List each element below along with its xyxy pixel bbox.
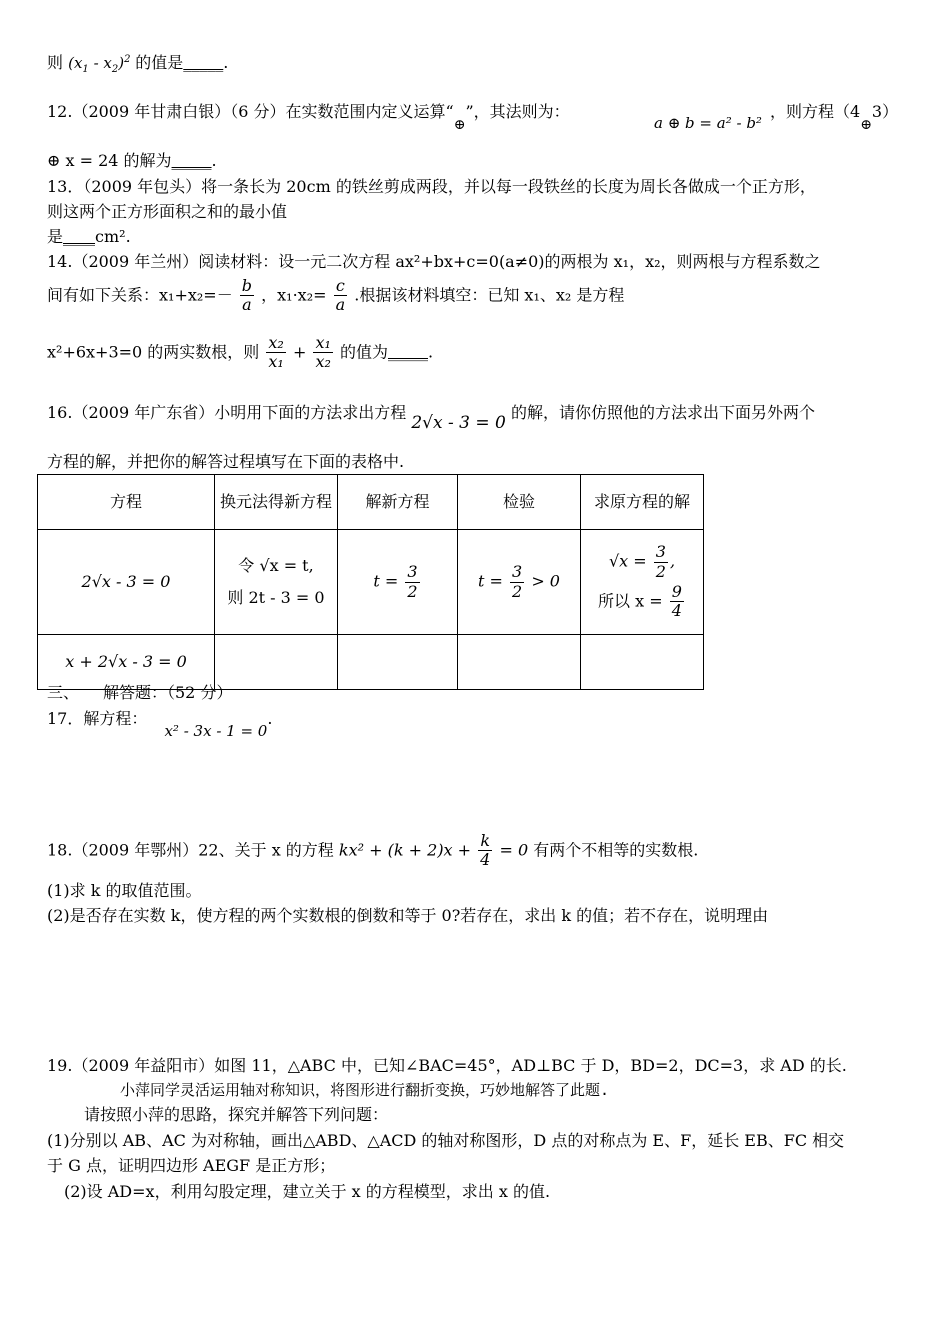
equation: 2√x - 3 = 0 <box>411 413 506 433</box>
question-14-line3: x²+6x+3=0 的两实数根，则 $\frac{\text{x₂}}{\text{x₁}}$ + $\frac{\text{x₁}}{\text{x₂}}$ 的值为_____. <box>47 333 434 372</box>
question-14-line2: 间有如下关系：x₁+x₂=－ $\frac{b}{a}$ ，x₁·x₂= $\frac{c}{a}$ .根据该材料填空：已知 x₁、x₂ 是方程 <box>47 276 625 315</box>
question-16-line2: 方程的解，并把你的解答过程填写在下面的表格中. <box>47 452 405 471</box>
question-12-line1: 12.（2009 年甘肃白银）（6 分）在实数范围内定义运算“⊕”，其法则为： <box>47 102 570 133</box>
column-header: 检验 <box>458 475 581 530</box>
question-19-line1: 19.（2009 年益阳市）如图 11，△ABC 中，已知∠BAC=45°，AD⊥BC 于 D，BD=2，DC=3，求 AD 的长. <box>47 1056 847 1075</box>
question-13-line1: 13．（2009 年包头）将一条长为 20cm 的铁丝剪成两段，并以每一段铁丝的长度为周长各做成一个正方形， <box>47 177 816 196</box>
table-cell-substitution: 令 √x = t, 则 2t - 3 = 0 <box>215 530 338 635</box>
question-16-line1: 16.（2009 年广东省）小明用下面的方法求出方程 2√x - 3 = 0 的解，请你仿照他的方法求出下面另外两个 <box>47 403 815 433</box>
fraction-x1-over-x2: $\frac{\text{x₁}}{\text{x₂}}$ <box>315 333 331 372</box>
fraction-b-over-a: $\frac{b}{a}$ <box>241 276 253 315</box>
question-12-rule: a ⊕ b = a² - b² <box>654 114 762 132</box>
fraction-x2-over-x1: $\frac{\text{x₂}}{\text{x₁}}$ <box>268 333 284 372</box>
table-cell-check: t = $\frac{3}{2}$ > 0 <box>458 530 581 635</box>
question-18-line1: 18.（2009 年鄂州）22、关于 x 的方程 kx² + (k + 2)x + $\frac{k}{4}$ = 0 有两个不相等的实数根. <box>47 831 699 870</box>
question-17: 17．解方程： x² - 3x - 1 = 0. <box>47 709 273 740</box>
table-cell-empty[interactable] <box>338 635 458 690</box>
question-19-line3: 请按照小萍的思路，探究并解答下列问题： <box>84 1105 389 1124</box>
column-header: 方程 <box>38 475 215 530</box>
answer-blank[interactable]: _____ <box>183 53 224 72</box>
answer-blank[interactable]: _____ <box>387 342 428 362</box>
table-cell-empty[interactable] <box>581 635 704 690</box>
answer-blank[interactable]: ____ <box>63 227 96 246</box>
circled-plus-operator: ⊕ <box>453 117 466 133</box>
question-12-line2: ⊕ x = 24 的解为_____. <box>47 151 217 170</box>
question-19-line5: 于 G 点，证明四边形 AEGF 是正方形； <box>47 1156 336 1175</box>
fraction-c-over-a: $\frac{c}{a}$ <box>335 276 346 315</box>
question-14-line1: 14.（2009 年兰州）阅读材料：设一元二次方程 ax²+bx+c=0(a≠0)的两根为 x₁，x₂，则两根与方程系数之 <box>47 252 821 271</box>
table-cell-equation: 2√x - 3 = 0 <box>38 530 215 635</box>
question-18-part1: (1)求 k 的取值范围。 <box>47 881 202 900</box>
question-18-part2: (2)是否存在实数 k，使方程的两个实数根的倒数和等于 0?若存在，求出 k 的值；若不存在，说明理由 <box>47 906 769 925</box>
table-header-row <box>38 475 704 530</box>
table-cell-empty[interactable] <box>458 635 581 690</box>
equation: x² - 3x - 1 = 0 <box>164 722 268 740</box>
section-heading: 三、 解答题：（52 分） <box>47 683 233 702</box>
table-row <box>38 530 704 635</box>
table-cell-empty[interactable] <box>215 635 338 690</box>
table-cell-solve: t = $\frac{3}{2}$ <box>338 530 458 635</box>
question-19-line6: (2)设 AD=x，利用勾股定理，建立关于 x 的方程模型，求出 x 的值. <box>64 1182 551 1201</box>
question-13-line2: 则这两个正方形面积之和的最小值 <box>47 202 288 221</box>
question-19-line2: 小萍同学灵活运用轴对称知识，将图形进行翻折变换，巧妙地解答了此题. <box>120 1081 610 1099</box>
q11-tail-line: 则 $(x_1 - x_2)^2$ 的值是_____. <box>47 53 229 75</box>
table-cell-equation: x + 2√x - 3 = 0 <box>38 635 215 690</box>
column-header: 换元法得新方程 <box>215 475 338 530</box>
table-cell-answer: √x = $\frac{3}{2}$ , 所以 x = $\frac{9}{4}$ <box>581 530 704 635</box>
column-header: 求原方程的解 <box>581 475 704 530</box>
question-19-line4: (1)分别以 AB、AC 为对称轴，画出△ABD、△ACD 的轴对称图形，D 点的对称点为 E、F，延长 EB、FC 相交 <box>47 1131 845 1150</box>
question-12-line1-end: ，则方程（4⊕3） <box>770 102 899 133</box>
answer-blank[interactable]: _____ <box>171 151 212 170</box>
column-header: 解新方程 <box>338 475 458 530</box>
question-13-line3: 是____cm². <box>47 227 131 246</box>
solution-table <box>37 474 704 690</box>
fraction-k-over-4: $\frac{k}{4}$ <box>480 831 491 870</box>
